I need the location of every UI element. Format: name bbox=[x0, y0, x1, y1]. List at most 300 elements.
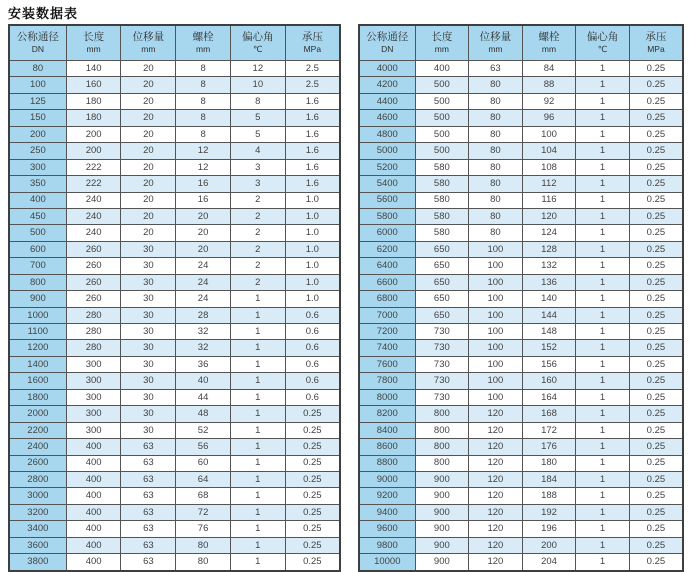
value-cell: 100 bbox=[469, 241, 523, 257]
value-cell: 1 bbox=[576, 241, 630, 257]
table-row bbox=[9, 356, 340, 372]
table-row bbox=[359, 307, 683, 323]
value-cell: 800 bbox=[415, 422, 469, 438]
value-cell: 8 bbox=[176, 93, 231, 109]
value-cell: 164 bbox=[522, 389, 576, 405]
value-cell: 280 bbox=[66, 340, 121, 356]
dn-cell: 1800 bbox=[9, 389, 66, 405]
table-row bbox=[9, 143, 340, 159]
dn-cell: 800 bbox=[9, 274, 66, 290]
value-cell: 730 bbox=[415, 324, 469, 340]
value-cell: 0.6 bbox=[285, 356, 340, 372]
value-cell: 112 bbox=[522, 176, 576, 192]
table-row bbox=[359, 143, 683, 159]
value-cell: 120 bbox=[469, 537, 523, 553]
value-cell: 20 bbox=[176, 241, 231, 257]
table-row bbox=[9, 340, 340, 356]
value-cell: 222 bbox=[66, 159, 121, 175]
value-cell: 0.25 bbox=[285, 471, 340, 487]
value-cell: 260 bbox=[66, 241, 121, 257]
dn-cell: 6400 bbox=[359, 258, 415, 274]
value-cell: 40 bbox=[176, 373, 231, 389]
value-cell: 20 bbox=[121, 61, 176, 77]
value-cell: 0.25 bbox=[285, 406, 340, 422]
value-cell: 1.6 bbox=[285, 93, 340, 109]
value-cell: 1 bbox=[230, 455, 285, 471]
value-cell: 63 bbox=[121, 471, 176, 487]
value-cell: 28 bbox=[176, 307, 231, 323]
value-cell: 1 bbox=[230, 307, 285, 323]
column-header-label: 承压 bbox=[301, 31, 323, 44]
column-header-unit: DN bbox=[381, 44, 394, 55]
value-cell: 2 bbox=[230, 225, 285, 241]
value-cell: 1.0 bbox=[285, 258, 340, 274]
value-cell: 96 bbox=[522, 110, 576, 126]
table-row bbox=[359, 258, 683, 274]
value-cell: 30 bbox=[121, 291, 176, 307]
value-cell: 120 bbox=[469, 439, 523, 455]
table-row bbox=[359, 488, 683, 504]
value-cell: 1.6 bbox=[285, 176, 340, 192]
dn-cell: 9200 bbox=[359, 488, 415, 504]
value-cell: 8 bbox=[176, 77, 231, 93]
value-cell: 120 bbox=[469, 422, 523, 438]
value-cell: 580 bbox=[415, 208, 469, 224]
value-cell: 0.25 bbox=[629, 455, 683, 471]
value-cell: 63 bbox=[121, 554, 176, 571]
table-row bbox=[359, 192, 683, 208]
table-row bbox=[9, 537, 340, 553]
value-cell: 650 bbox=[415, 274, 469, 290]
value-cell: 0.25 bbox=[629, 504, 683, 520]
table-row bbox=[359, 504, 683, 520]
value-cell: 30 bbox=[121, 389, 176, 405]
value-cell: 1 bbox=[576, 340, 630, 356]
value-cell: 730 bbox=[415, 340, 469, 356]
table-row bbox=[359, 274, 683, 290]
table-row bbox=[359, 110, 683, 126]
value-cell: 400 bbox=[66, 537, 121, 553]
value-cell: 650 bbox=[415, 307, 469, 323]
value-cell: 1 bbox=[576, 143, 630, 159]
table-row bbox=[359, 373, 683, 389]
value-cell: 650 bbox=[415, 291, 469, 307]
value-cell: 200 bbox=[66, 126, 121, 142]
value-cell: 120 bbox=[522, 208, 576, 224]
value-cell: 1 bbox=[576, 324, 630, 340]
column-header bbox=[285, 25, 340, 61]
table-row bbox=[9, 307, 340, 323]
value-cell: 900 bbox=[415, 537, 469, 553]
value-cell: 730 bbox=[415, 356, 469, 372]
column-header-unit: mm bbox=[541, 44, 557, 55]
table-row bbox=[9, 373, 340, 389]
table-row bbox=[359, 176, 683, 192]
value-cell: 30 bbox=[121, 258, 176, 274]
value-cell: 0.25 bbox=[285, 537, 340, 553]
value-cell: 1 bbox=[230, 422, 285, 438]
value-cell: 400 bbox=[66, 455, 121, 471]
table-row bbox=[9, 324, 340, 340]
value-cell: 160 bbox=[66, 77, 121, 93]
column-header bbox=[629, 25, 683, 61]
column-header bbox=[576, 25, 630, 61]
value-cell: 1 bbox=[576, 225, 630, 241]
dn-cell: 4800 bbox=[359, 126, 415, 142]
value-cell: 0.6 bbox=[285, 373, 340, 389]
value-cell: 0.25 bbox=[629, 554, 683, 571]
value-cell: 56 bbox=[176, 439, 231, 455]
column-header-unit: mm bbox=[434, 44, 449, 55]
value-cell: 120 bbox=[469, 488, 523, 504]
value-cell: 80 bbox=[469, 93, 523, 109]
table-row bbox=[359, 208, 683, 224]
dn-cell: 900 bbox=[9, 291, 66, 307]
dn-cell: 4200 bbox=[359, 77, 415, 93]
value-cell: 0.25 bbox=[629, 126, 683, 142]
value-cell: 650 bbox=[415, 241, 469, 257]
value-cell: 5 bbox=[230, 110, 285, 126]
column-header bbox=[121, 25, 176, 61]
value-cell: 500 bbox=[415, 77, 469, 93]
value-cell: 0.25 bbox=[629, 208, 683, 224]
value-cell: 8 bbox=[230, 93, 285, 109]
value-cell: 148 bbox=[522, 324, 576, 340]
value-cell: 140 bbox=[522, 291, 576, 307]
value-cell: 800 bbox=[415, 439, 469, 455]
value-cell: 24 bbox=[176, 258, 231, 274]
column-header-label: 位移量 bbox=[479, 31, 512, 44]
value-cell: 0.25 bbox=[629, 93, 683, 109]
value-cell: 0.25 bbox=[285, 422, 340, 438]
value-cell: 30 bbox=[121, 274, 176, 290]
value-cell: 10 bbox=[230, 77, 285, 93]
value-cell: 1 bbox=[230, 504, 285, 520]
value-cell: 63 bbox=[121, 537, 176, 553]
dn-cell: 3400 bbox=[9, 521, 66, 537]
table-row bbox=[359, 126, 683, 142]
dn-cell: 7400 bbox=[359, 340, 415, 356]
tables-container bbox=[8, 24, 684, 572]
column-header-unit: ℃ bbox=[253, 44, 263, 55]
table-row bbox=[9, 488, 340, 504]
dn-cell: 3600 bbox=[9, 537, 66, 553]
value-cell: 116 bbox=[522, 192, 576, 208]
value-cell: 1.6 bbox=[285, 110, 340, 126]
value-cell: 100 bbox=[469, 258, 523, 274]
column-header-unit: ℃ bbox=[597, 44, 608, 55]
value-cell: 5 bbox=[230, 126, 285, 142]
dn-cell: 600 bbox=[9, 241, 66, 257]
value-cell: 0.25 bbox=[285, 554, 340, 571]
value-cell: 0.25 bbox=[629, 192, 683, 208]
dn-cell: 8200 bbox=[359, 406, 415, 422]
value-cell: 1.6 bbox=[285, 143, 340, 159]
table-row bbox=[9, 291, 340, 307]
value-cell: 1 bbox=[576, 77, 630, 93]
value-cell: 0.25 bbox=[629, 176, 683, 192]
value-cell: 1 bbox=[576, 389, 630, 405]
value-cell: 280 bbox=[66, 307, 121, 323]
value-cell: 400 bbox=[66, 471, 121, 487]
column-header-label: 公称通径 bbox=[366, 31, 409, 44]
dn-cell: 450 bbox=[9, 208, 66, 224]
dn-cell: 5400 bbox=[359, 176, 415, 192]
value-cell: 100 bbox=[469, 373, 523, 389]
value-cell: 1 bbox=[576, 110, 630, 126]
value-cell: 1 bbox=[230, 471, 285, 487]
value-cell: 1.0 bbox=[285, 274, 340, 290]
value-cell: 300 bbox=[66, 406, 121, 422]
table-row bbox=[359, 324, 683, 340]
dn-cell: 100 bbox=[9, 77, 66, 93]
table-row bbox=[359, 291, 683, 307]
value-cell: 3 bbox=[230, 176, 285, 192]
value-cell: 52 bbox=[176, 422, 231, 438]
table-row bbox=[9, 406, 340, 422]
value-cell: 20 bbox=[121, 159, 176, 175]
value-cell: 1 bbox=[576, 406, 630, 422]
value-cell: 68 bbox=[176, 488, 231, 504]
dn-cell: 2200 bbox=[9, 422, 66, 438]
value-cell: 0.25 bbox=[629, 274, 683, 290]
value-cell: 1 bbox=[230, 356, 285, 372]
value-cell: 80 bbox=[469, 176, 523, 192]
column-header-unit: DN bbox=[31, 44, 45, 55]
dn-cell: 7600 bbox=[359, 356, 415, 372]
value-cell: 180 bbox=[522, 455, 576, 471]
dn-cell: 1100 bbox=[9, 324, 66, 340]
value-cell: 20 bbox=[121, 110, 176, 126]
value-cell: 2.5 bbox=[285, 77, 340, 93]
table-row bbox=[359, 93, 683, 109]
value-cell: 100 bbox=[469, 274, 523, 290]
table-row bbox=[9, 389, 340, 405]
value-cell: 30 bbox=[121, 307, 176, 323]
value-cell: 184 bbox=[522, 471, 576, 487]
value-cell: 730 bbox=[415, 389, 469, 405]
table-row bbox=[359, 389, 683, 405]
value-cell: 36 bbox=[176, 356, 231, 372]
value-cell: 0.25 bbox=[285, 504, 340, 520]
value-cell: 400 bbox=[415, 61, 469, 77]
value-cell: 0.6 bbox=[285, 389, 340, 405]
dn-cell: 4000 bbox=[359, 61, 415, 77]
value-cell: 136 bbox=[522, 274, 576, 290]
dn-cell: 8000 bbox=[359, 389, 415, 405]
value-cell: 1 bbox=[576, 439, 630, 455]
table-row bbox=[359, 61, 683, 77]
value-cell: 20 bbox=[121, 77, 176, 93]
column-header bbox=[66, 25, 121, 61]
value-cell: 64 bbox=[176, 471, 231, 487]
value-cell: 20 bbox=[121, 93, 176, 109]
column-header-label: 偏心角 bbox=[242, 31, 274, 44]
value-cell: 1 bbox=[230, 373, 285, 389]
dn-cell: 500 bbox=[9, 225, 66, 241]
column-header-label: 长度 bbox=[83, 31, 105, 44]
column-header-label: 螺栓 bbox=[538, 31, 560, 44]
column-header bbox=[469, 25, 523, 61]
table-row bbox=[359, 356, 683, 372]
value-cell: 1 bbox=[230, 488, 285, 504]
value-cell: 650 bbox=[415, 258, 469, 274]
dn-cell: 9800 bbox=[359, 537, 415, 553]
value-cell: 1 bbox=[230, 439, 285, 455]
value-cell: 0.25 bbox=[629, 225, 683, 241]
table-row bbox=[359, 471, 683, 487]
value-cell: 0.25 bbox=[629, 324, 683, 340]
value-cell: 120 bbox=[469, 504, 523, 520]
value-cell: 900 bbox=[415, 488, 469, 504]
value-cell: 0.25 bbox=[629, 110, 683, 126]
dn-cell: 8800 bbox=[359, 455, 415, 471]
value-cell: 30 bbox=[121, 373, 176, 389]
value-cell: 104 bbox=[522, 143, 576, 159]
value-cell: 30 bbox=[121, 241, 176, 257]
dn-cell: 125 bbox=[9, 93, 66, 109]
value-cell: 0.25 bbox=[629, 406, 683, 422]
table-row bbox=[9, 110, 340, 126]
value-cell: 730 bbox=[415, 373, 469, 389]
value-cell: 1 bbox=[576, 521, 630, 537]
value-cell: 1.0 bbox=[285, 192, 340, 208]
value-cell: 176 bbox=[522, 439, 576, 455]
value-cell: 1.0 bbox=[285, 208, 340, 224]
value-cell: 128 bbox=[522, 241, 576, 257]
value-cell: 580 bbox=[415, 192, 469, 208]
value-cell: 48 bbox=[176, 406, 231, 422]
value-cell: 580 bbox=[415, 176, 469, 192]
value-cell: 80 bbox=[469, 110, 523, 126]
value-cell: 20 bbox=[121, 126, 176, 142]
value-cell: 80 bbox=[469, 225, 523, 241]
value-cell: 240 bbox=[66, 208, 121, 224]
dn-cell: 8600 bbox=[359, 439, 415, 455]
dn-cell: 10000 bbox=[359, 554, 415, 571]
dn-cell: 3200 bbox=[9, 504, 66, 520]
value-cell: 260 bbox=[66, 258, 121, 274]
table-row bbox=[359, 159, 683, 175]
column-header-unit: mm bbox=[488, 44, 503, 55]
column-header bbox=[359, 25, 415, 61]
value-cell: 260 bbox=[66, 274, 121, 290]
column-header bbox=[230, 25, 285, 61]
value-cell: 2 bbox=[230, 241, 285, 257]
value-cell: 156 bbox=[522, 356, 576, 372]
value-cell: 1 bbox=[230, 324, 285, 340]
value-cell: 80 bbox=[469, 192, 523, 208]
value-cell: 92 bbox=[522, 93, 576, 109]
value-cell: 240 bbox=[66, 225, 121, 241]
table-row bbox=[9, 126, 340, 142]
value-cell: 0.25 bbox=[629, 143, 683, 159]
dn-cell: 200 bbox=[9, 126, 66, 142]
column-header-label: 承压 bbox=[645, 31, 667, 44]
value-cell: 0.25 bbox=[285, 439, 340, 455]
column-header bbox=[9, 25, 66, 61]
dn-cell: 2800 bbox=[9, 471, 66, 487]
value-cell: 400 bbox=[66, 439, 121, 455]
value-cell: 200 bbox=[66, 143, 121, 159]
value-cell: 0.25 bbox=[629, 537, 683, 553]
table-row bbox=[9, 521, 340, 537]
dn-cell: 2600 bbox=[9, 455, 66, 471]
dn-cell: 400 bbox=[9, 192, 66, 208]
value-cell: 30 bbox=[121, 356, 176, 372]
value-cell: 900 bbox=[415, 471, 469, 487]
value-cell: 1 bbox=[230, 291, 285, 307]
table-row bbox=[359, 521, 683, 537]
value-cell: 2 bbox=[230, 192, 285, 208]
value-cell: 0.25 bbox=[629, 307, 683, 323]
value-cell: 60 bbox=[176, 455, 231, 471]
column-header-unit: MPa bbox=[303, 44, 322, 55]
value-cell: 120 bbox=[469, 521, 523, 537]
value-cell: 100 bbox=[469, 340, 523, 356]
value-cell: 0.6 bbox=[285, 340, 340, 356]
table-row bbox=[359, 77, 683, 93]
column-header-unit: mm bbox=[141, 44, 156, 55]
dn-cell: 6800 bbox=[359, 291, 415, 307]
value-cell: 160 bbox=[522, 373, 576, 389]
value-cell: 30 bbox=[121, 406, 176, 422]
value-cell: 8 bbox=[176, 61, 231, 77]
table-row bbox=[359, 455, 683, 471]
dn-cell: 8400 bbox=[359, 422, 415, 438]
dn-cell: 9400 bbox=[359, 504, 415, 520]
value-cell: 1 bbox=[230, 406, 285, 422]
value-cell: 2 bbox=[230, 274, 285, 290]
value-cell: 1 bbox=[576, 455, 630, 471]
value-cell: 500 bbox=[415, 126, 469, 142]
value-cell: 80 bbox=[469, 159, 523, 175]
value-cell: 0.25 bbox=[629, 77, 683, 93]
value-cell: 1 bbox=[230, 537, 285, 553]
value-cell: 12 bbox=[230, 61, 285, 77]
value-cell: 24 bbox=[176, 274, 231, 290]
value-cell: 1 bbox=[576, 291, 630, 307]
table-row bbox=[9, 192, 340, 208]
value-cell: 1.6 bbox=[285, 126, 340, 142]
dn-cell: 1600 bbox=[9, 373, 66, 389]
value-cell: 400 bbox=[66, 488, 121, 504]
value-cell: 63 bbox=[121, 488, 176, 504]
value-cell: 0.25 bbox=[629, 373, 683, 389]
value-cell: 20 bbox=[176, 208, 231, 224]
value-cell: 200 bbox=[522, 537, 576, 553]
table-row bbox=[9, 471, 340, 487]
table-row bbox=[9, 439, 340, 455]
dn-cell: 5600 bbox=[359, 192, 415, 208]
value-cell: 0.25 bbox=[285, 455, 340, 471]
dn-cell: 250 bbox=[9, 143, 66, 159]
column-header-unit: mm bbox=[196, 44, 211, 55]
value-cell: 0.25 bbox=[629, 291, 683, 307]
value-cell: 0.25 bbox=[629, 439, 683, 455]
value-cell: 120 bbox=[469, 554, 523, 571]
value-cell: 800 bbox=[415, 406, 469, 422]
value-cell: 0.25 bbox=[285, 521, 340, 537]
table-row bbox=[9, 225, 340, 241]
value-cell: 152 bbox=[522, 340, 576, 356]
table-row bbox=[359, 406, 683, 422]
value-cell: 1 bbox=[576, 126, 630, 142]
dn-cell: 3000 bbox=[9, 488, 66, 504]
value-cell: 16 bbox=[176, 192, 231, 208]
value-cell: 300 bbox=[66, 422, 121, 438]
value-cell: 0.25 bbox=[629, 422, 683, 438]
